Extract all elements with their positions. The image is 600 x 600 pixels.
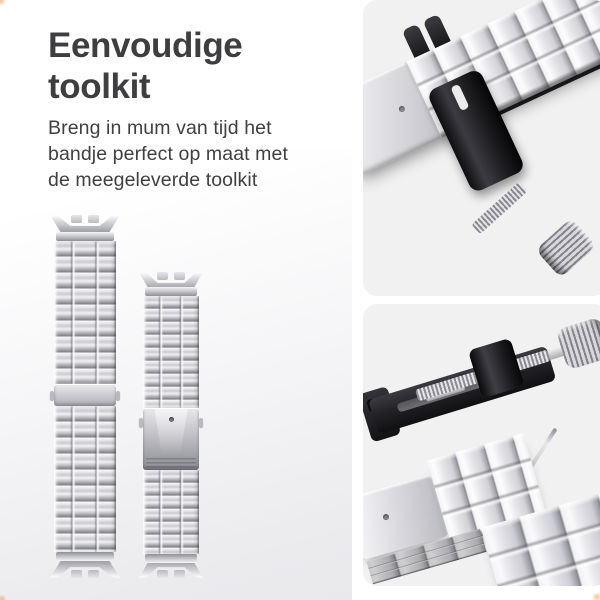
subtitle-line-3: de meegeleverde toolkit bbox=[48, 168, 258, 191]
title-line-1: Eenvoudige bbox=[48, 26, 243, 65]
page-title bbox=[48, 26, 242, 108]
watch-band-short bbox=[143, 272, 199, 578]
tool-usage-photo bbox=[363, 0, 600, 296]
band-connector-top bbox=[143, 272, 199, 296]
band-connector-bottom bbox=[54, 552, 116, 578]
tool-knob bbox=[535, 218, 596, 278]
link-removal-tool bbox=[363, 304, 600, 454]
toolkit-parts-photo bbox=[363, 304, 600, 586]
band-deployant-clasp bbox=[143, 408, 199, 470]
band-links-lower bbox=[54, 406, 116, 552]
pin-slot bbox=[450, 84, 469, 111]
corner-accent bbox=[592, 592, 600, 600]
connector-wings bbox=[50, 215, 120, 232]
band-connector-top bbox=[54, 215, 116, 241]
band-links-upper bbox=[54, 241, 116, 384]
page-subtitle bbox=[48, 116, 288, 194]
subtitle-line-1: Breng in mum van tijd het bbox=[48, 117, 272, 139]
band-clasp bbox=[54, 384, 116, 406]
band-links-upper bbox=[143, 296, 199, 408]
watch-band-long bbox=[54, 215, 116, 578]
tool-knob bbox=[556, 317, 600, 371]
title-line-2: toolkit bbox=[48, 66, 151, 106]
band-links-lower bbox=[143, 470, 199, 554]
band-connector-bottom bbox=[143, 554, 199, 578]
subtitle-line-2: bandje perfect op maat met bbox=[48, 142, 288, 165]
corner-accent bbox=[0, 0, 6, 6]
